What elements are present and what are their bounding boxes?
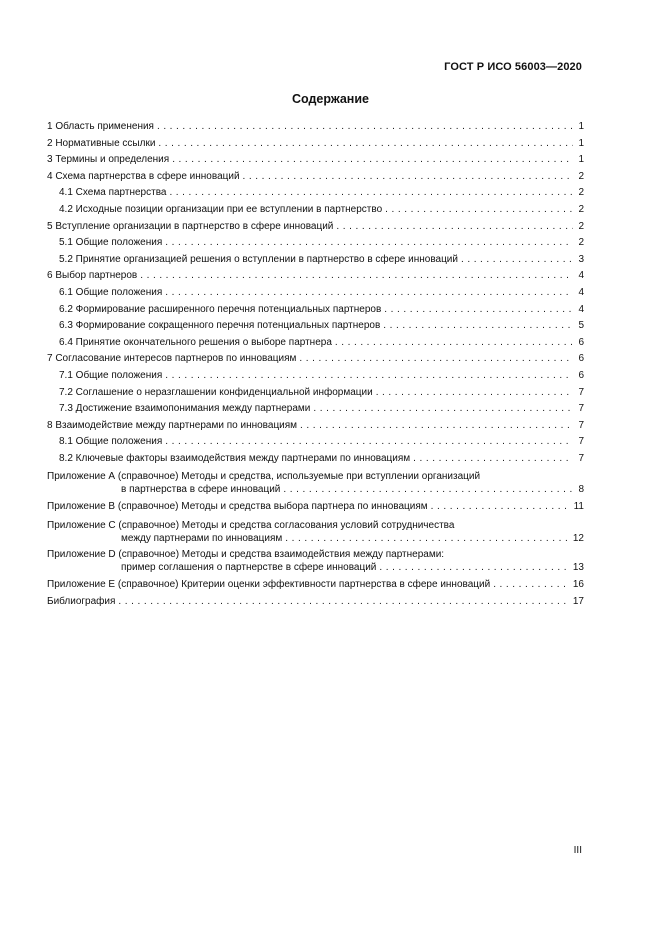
toc-entry-page: 4 <box>578 303 584 315</box>
toc-entry-title: 6.1 Общие положения <box>59 286 163 298</box>
dot-leader <box>413 451 573 468</box>
toc-entry[interactable] <box>47 434 584 451</box>
dot-leader <box>376 385 573 402</box>
toc-entry[interactable] <box>47 532 584 545</box>
toc-entry-title: 4 Схема партнерства в сфере инноваций <box>47 170 240 182</box>
toc-entry-page: 4 <box>578 270 584 282</box>
toc-entry[interactable] <box>47 385 584 402</box>
toc-entry[interactable] <box>47 368 584 385</box>
toc-entry[interactable] <box>47 235 584 252</box>
toc-entry[interactable] <box>47 219 584 236</box>
toc-entry-page: 7 <box>578 386 584 398</box>
dot-leader <box>140 268 573 285</box>
toc-entry[interactable] <box>47 302 584 319</box>
toc-entry-title: 7.3 Достижение взаимопонимания между партнерами <box>59 403 311 415</box>
toc-entry-page: 2 <box>578 220 584 232</box>
toc-entry-page: 13 <box>572 562 584 574</box>
toc-entry-title: 8.1 Общие положения <box>59 436 163 448</box>
dot-leader <box>158 136 573 153</box>
toc-entry-title: 1 Область применения <box>47 121 154 132</box>
toc-entry-page: 1 <box>578 137 584 149</box>
dot-leader <box>169 185 573 202</box>
toc-appendix-entry[interactable] <box>47 548 584 574</box>
toc-entry-title: Приложение В (справочное) Методы и средства выбора партнера по инновациям <box>47 501 428 513</box>
dot-leader <box>165 434 573 451</box>
page-number: III <box>573 845 582 856</box>
toc-entry-title: Приложение Е (справочное) Критерии оценки эффективности партнерства в сфере инноваций <box>47 579 491 591</box>
toc-bibliography-entry[interactable] <box>47 594 584 611</box>
toc-entry-title: Приложение С (справочное) Методы и средства согласования условий сотрудничества <box>47 520 455 532</box>
toc-entry-title: 2 Нормативные ссылки <box>47 137 156 149</box>
toc-entry-page: 5 <box>578 320 584 332</box>
dot-leader <box>385 202 573 219</box>
toc-entry-page: 2 <box>578 203 584 215</box>
toc-entry-title: 4.2 Исходные позиции организации при ее вступлении в партнерство <box>59 203 383 215</box>
toc-entry-title: 7.2 Соглашение о неразглашении конфиденциальной информации <box>59 386 373 398</box>
dot-leader <box>300 418 573 435</box>
toc-entry-title: 6.3 Формирование сокращенного перечня потенциальных партнеров <box>59 320 381 332</box>
standard-designation: ГОСТ Р ИСО 56003—2020 <box>444 61 582 73</box>
toc-entry[interactable] <box>47 483 584 496</box>
toc-appendix-entry[interactable] <box>47 470 584 496</box>
dot-leader <box>384 302 573 319</box>
toc-entry[interactable] <box>47 318 584 335</box>
dot-leader <box>165 368 573 385</box>
toc-entry[interactable] <box>47 401 584 418</box>
toc-entry-title: 5.2 Принятие организацией решения о вступлении в партнерство в сфере инноваций <box>59 253 458 265</box>
toc-entry-page: 2 <box>578 237 584 249</box>
toc-entry-page: 1 <box>578 121 584 132</box>
toc-entry-page: 6 <box>578 369 584 381</box>
toc-entry-page: 4 <box>578 286 584 298</box>
toc-entry-page: 7 <box>578 419 584 431</box>
toc-entry[interactable] <box>47 351 584 368</box>
toc-entry-title: 7 Согласование интересов партнеров по инновациям <box>47 353 297 365</box>
toc-entry[interactable] <box>47 252 584 269</box>
toc-entry-title: 6.4 Принятие окончательного решения о выборе партнера <box>59 336 332 348</box>
toc-entry-title: между партнерами по инновациям <box>121 533 283 545</box>
dot-leader <box>165 285 573 302</box>
dot-leader <box>157 119 573 136</box>
dot-leader <box>431 499 571 516</box>
toc-appendix-entry[interactable] <box>47 519 584 545</box>
toc-entry[interactable] <box>47 152 584 169</box>
toc-entry[interactable] <box>47 119 584 136</box>
toc-entry-title: Приложение D (справочное) Методы и средства взаимодействия между партнерами: <box>47 549 445 561</box>
toc-entry-title: Приложение А (справочное) Методы и средства, используемые при вступлении организаций <box>47 471 481 483</box>
dot-leader <box>118 594 569 611</box>
table-of-contents <box>47 119 584 610</box>
dot-leader <box>285 532 570 545</box>
toc-entry-page: 1 <box>578 154 584 166</box>
toc-entry-title: 6 Выбор партнеров <box>47 270 138 282</box>
dot-leader <box>283 483 573 496</box>
dot-leader <box>165 235 573 252</box>
toc-entry[interactable] <box>47 136 584 153</box>
dot-leader <box>335 335 573 352</box>
toc-entry-page: 7 <box>578 403 584 415</box>
toc-entry-title: Библиография <box>47 595 116 607</box>
toc-entry-page: 2 <box>578 187 584 199</box>
toc-entry-title: 3 Термины и определения <box>47 154 170 166</box>
toc-entry[interactable] <box>47 561 584 574</box>
toc-entry-title: 7.1 Общие положения <box>59 369 163 381</box>
toc-entry-title: в партнерства в сфере инноваций <box>121 484 281 496</box>
toc-entry-page: 6 <box>578 353 584 365</box>
toc-entry[interactable] <box>47 451 584 468</box>
toc-entry-page: 8 <box>578 484 584 496</box>
dot-leader <box>299 351 573 368</box>
toc-entry-title: 5 Вступление организации в партнерство в сфере инноваций <box>47 220 334 232</box>
toc-entry[interactable] <box>47 202 584 219</box>
toc-entry-page: 17 <box>572 595 584 607</box>
toc-entry-page: 6 <box>578 336 584 348</box>
toc-entry-page: 12 <box>572 533 584 545</box>
dot-leader <box>172 152 573 169</box>
toc-entry-title: 6.2 Формирование расширенного перечня потенциальных партнеров <box>59 303 382 315</box>
toc-entry-page: 3 <box>578 253 584 265</box>
toc-entry-page: 11 <box>573 501 584 513</box>
toc-entry-title: 8 Взаимодействие между партнерами по инновациям <box>47 419 298 431</box>
toc-entry[interactable] <box>47 335 584 352</box>
toc-appendix-entry[interactable] <box>47 499 584 516</box>
toc-entry[interactable] <box>47 418 584 435</box>
toc-entry-title: 8.2 Ключевые факторы взаимодействия между партнерами по инновациям <box>59 452 411 464</box>
page-title: Содержание <box>291 92 369 106</box>
toc-entry-page: 7 <box>578 436 584 448</box>
toc-entry-title: 5.1 Общие положения <box>59 237 163 249</box>
toc-entry[interactable] <box>47 285 584 302</box>
dot-leader <box>493 577 570 594</box>
toc-entry-page: 7 <box>578 452 584 464</box>
dot-leader <box>383 318 573 335</box>
dot-leader <box>379 561 570 574</box>
toc-entry-title: пример соглашения о партнерстве в сфере инноваций <box>121 562 377 574</box>
dot-leader <box>461 252 573 269</box>
dot-leader <box>313 401 573 418</box>
toc-entry-title: 4.1 Схема партнерства <box>59 187 167 199</box>
toc-entry[interactable] <box>47 169 584 186</box>
dot-leader <box>336 219 573 236</box>
toc-entry-page: 16 <box>572 579 584 591</box>
toc-entry[interactable] <box>47 185 584 202</box>
toc-appendix-entry[interactable] <box>47 577 584 594</box>
dot-leader <box>243 169 573 186</box>
toc-entry[interactable] <box>47 268 584 285</box>
toc-entry-page: 2 <box>578 170 584 182</box>
